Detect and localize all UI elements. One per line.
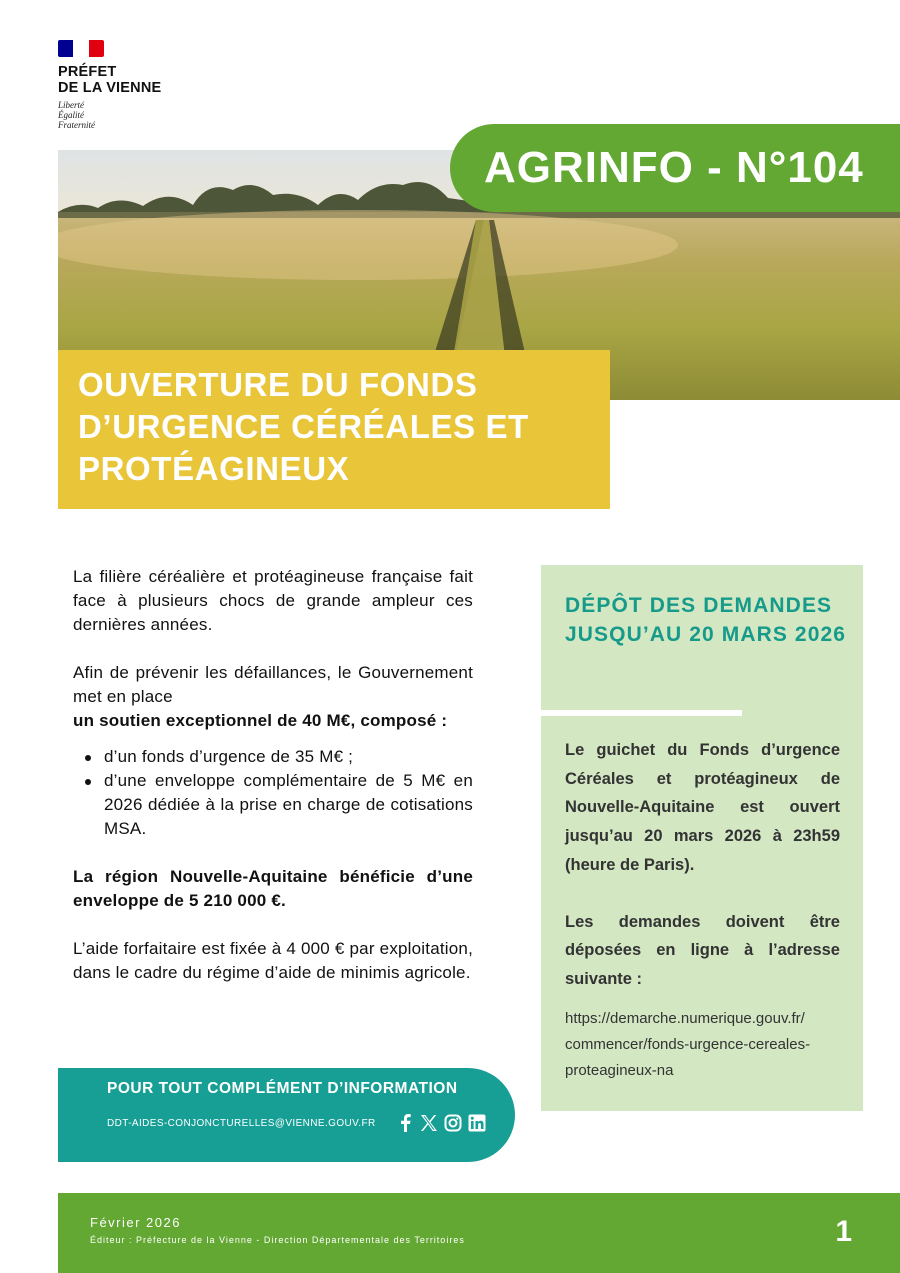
deadline-body [565, 736, 840, 994]
application-url-line1[interactable]: https://demarche.numerique.gouv.fr/ [565, 1010, 805, 1027]
marianne-flag-icon [58, 40, 104, 57]
guichet-paragraph: Le guichet du Fonds d’urgence Céréales et protéagineux de Nouvelle-Aquitaine est ouvert jusqu’au 20 mars 2026 à 23h59 (heure de Paris). [565, 741, 840, 874]
page-number: 1 [835, 1215, 852, 1248]
support-paragraph [73, 661, 473, 733]
funding-list [73, 745, 473, 841]
headline-line3: PROTÉAGINEUX [78, 450, 350, 487]
application-url-line2[interactable]: commencer/fonds-urgence-cereales- [565, 1036, 811, 1053]
republic-motto [58, 100, 208, 130]
headline-line1: OUVERTURE DU FONDS [78, 366, 478, 403]
newsletter-title-banner [450, 124, 900, 212]
headline-line2: D’URGENCE CÉRÉALES ET [78, 408, 529, 445]
aid-paragraph: L’aide forfaitaire est fixée à 4 000 € par exploitation, dans le cadre du régime d’aide de minimis agricole. [73, 939, 473, 982]
prefecture-name-line2: DE LA VIENNE [58, 80, 162, 96]
prefecture-logo [58, 40, 208, 130]
divider [541, 710, 742, 716]
x-twitter-icon[interactable] [419, 1113, 438, 1132]
editor-line: Éditeur : Préfecture de la Vienne - Direction Départementale des Territoires [90, 1235, 465, 1245]
prefecture-name-line1: PRÉFET [58, 64, 117, 80]
region-paragraph: La région Nouvelle-Aquitaine bénéficie d’une enveloppe de 5 210 000 €. [73, 867, 473, 910]
issue-date: Février 2026 [90, 1215, 181, 1230]
support-amount: un soutien exceptionnel de 40 M€, composé : [73, 711, 448, 730]
article-body [73, 565, 473, 985]
deadline-panel [541, 565, 863, 1111]
motto-fraternite: Fraternité [58, 120, 95, 130]
social-links [395, 1113, 486, 1132]
list-item: d’une enveloppe complémentaire de 5 M€ en 2026 dédiée à la prise en charge de cotisations MSA. [73, 769, 473, 841]
linkedin-icon[interactable] [467, 1113, 486, 1132]
support-text: Afin de prévenir les défaillances, le Gouvernement met en place [73, 663, 473, 706]
motto-liberte: Liberté [58, 100, 84, 110]
list-item: d’un fonds d’urgence de 35 M€ ; [73, 745, 473, 769]
prefecture-name [58, 64, 208, 96]
facebook-icon[interactable] [395, 1113, 414, 1132]
application-url-line3[interactable]: proteagineux-na [565, 1062, 674, 1079]
contact-title: POUR TOUT COMPLÉMENT D’INFORMATION [107, 1080, 458, 1097]
footer [58, 1193, 900, 1273]
online-paragraph: Les demandes doivent être déposées en ligne à l’adresse suivante : [565, 912, 840, 988]
contact-box [58, 1068, 515, 1162]
deadline-title: DÉPÔT DES DEMANDES JUSQU’AU 20 MARS 2026 [565, 594, 847, 646]
application-url[interactable] [565, 1006, 860, 1084]
intro-paragraph: La filière céréalière et protéagineuse française fait face à plusieurs chocs de grande ampleur ces dernières années. [73, 567, 473, 634]
newsletter-title: AGRINFO - N°104 [484, 143, 864, 192]
headline-title [78, 364, 590, 490]
motto-egalite: Égalité [58, 110, 84, 120]
instagram-icon[interactable] [443, 1113, 462, 1132]
contact-email[interactable]: DDT-AIDES-CONJONCTURELLES@VIENNE.GOUV.FR [107, 1118, 376, 1129]
headline-box [58, 350, 610, 509]
